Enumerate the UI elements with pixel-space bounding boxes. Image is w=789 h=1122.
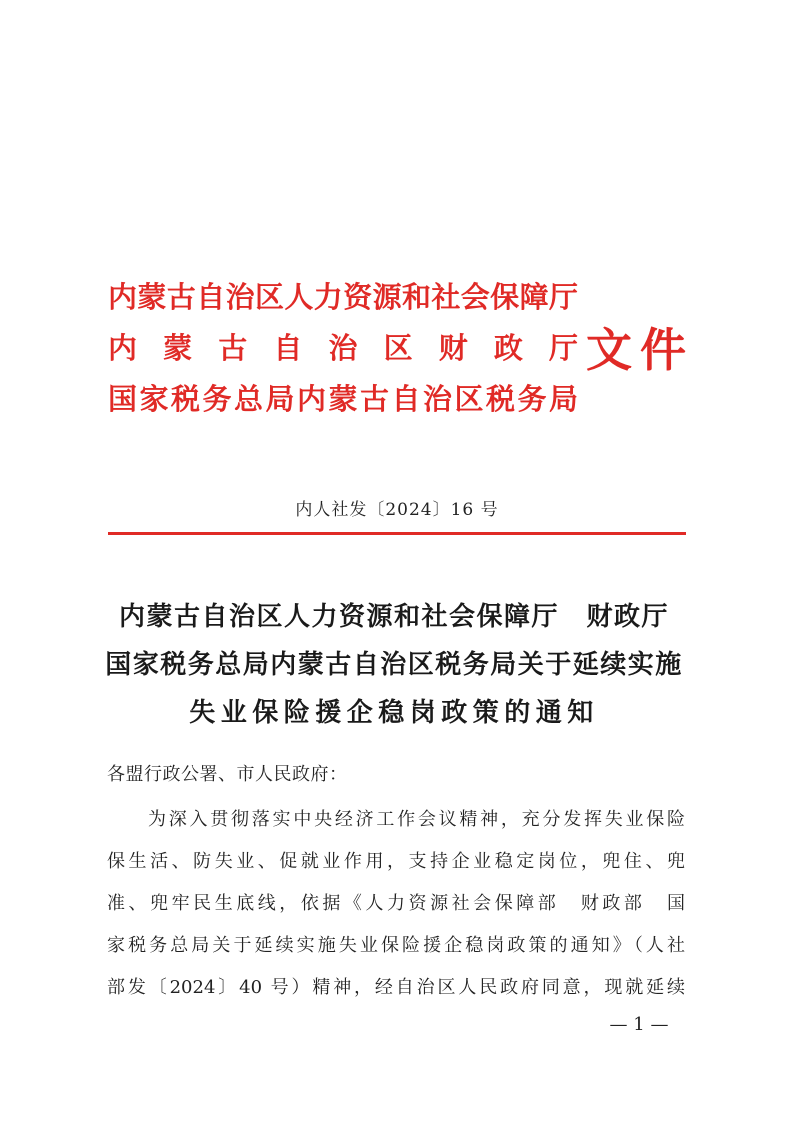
red-divider-line bbox=[108, 532, 686, 535]
salutation: 各盟行政公署、市人民政府： bbox=[107, 764, 348, 785]
body-paragraph bbox=[107, 799, 685, 1009]
issuer-tax-bureau: 国家税务总局内蒙古自治区税务局 bbox=[108, 382, 578, 416]
page-number: — 1 — bbox=[609, 1014, 669, 1035]
body-line-2: 保生活、防失业、促就业作用，支持企业稳定岗位，兜住、兜 bbox=[107, 851, 685, 872]
issuer-hrss-department: 内蒙古自治区人力资源和社会保障厅 bbox=[108, 280, 578, 314]
issuer-finance-department: 内 蒙 古 自 治 区 财 政 厅 bbox=[108, 331, 578, 365]
document-number: 内人社发〔2024〕16 号 bbox=[295, 500, 499, 520]
title-line-3: 失业保险援企稳岗政策的通知 bbox=[189, 698, 599, 728]
body-line-4: 家税务总局关于延续实施失业保险援企稳岗政策的通知》（人社 bbox=[107, 935, 685, 956]
document-type-label: 文件 bbox=[586, 323, 686, 377]
issuing-authorities bbox=[108, 272, 578, 425]
title-line-1: 内蒙古自治区人力资源和社会保障厅 财政厅 bbox=[118, 602, 669, 632]
title-line-2: 国家税务总局内蒙古自治区税务局关于延续实施 bbox=[105, 650, 683, 680]
body-line-3: 准、兜牢民生底线，依据《人力资源社会保障部 财政部 国 bbox=[107, 893, 685, 914]
document-title bbox=[104, 593, 684, 737]
body-line-5: 部发〔2024〕40 号）精神，经自治区人民政府同意，现就延续 bbox=[107, 977, 685, 998]
body-line-1: 为深入贯彻落实中央经济工作会议精神，充分发挥失业保险 bbox=[148, 809, 685, 830]
